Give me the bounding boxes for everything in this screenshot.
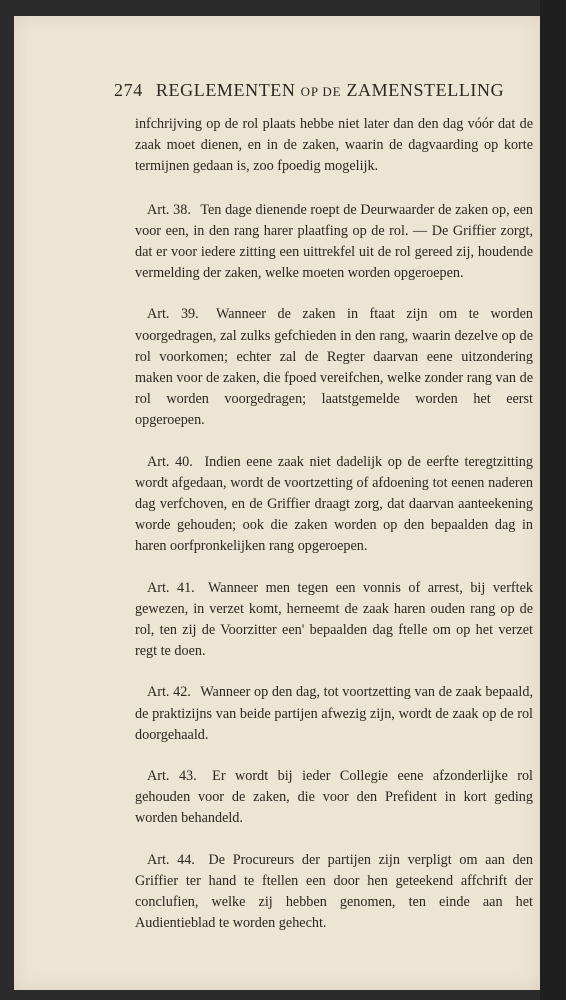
article-number: Art. 38. bbox=[147, 201, 191, 218]
page-number: 274 bbox=[114, 80, 143, 100]
title-part-3: ZAMENSTELLING bbox=[346, 80, 505, 100]
title-part-2: OP DE bbox=[300, 84, 342, 99]
article-text: Wanneer de zaken in ftaat zijn om te worden voorgedragen, zal zulks gefchieden in den rang, waarin dezelve op de rol voorkomen; echter zal de Regter daarvan eene uitzondering maken voor de zaken, die fpoed vereifchen, welke zonder rang van de rol worden voorgedragen; laatstgemelde worden het eerst opgeroepen. bbox=[135, 306, 533, 429]
article-42 bbox=[135, 682, 533, 746]
article-44 bbox=[135, 850, 533, 935]
title-part-1: REGLEMENTEN bbox=[155, 80, 296, 100]
article-number: Art. 39. bbox=[147, 306, 199, 323]
running-head bbox=[114, 80, 534, 101]
article-text: Wanneer men tegen een vonnis of arrest, bij verftek gewezen, in verzet komt, herneemt de zaak haren ouden rang op de rol, ten zij de Voorzitter een' bepaalden dag ftelle om op het verzet regt te doen. bbox=[135, 579, 533, 660]
article-text: De Procureurs der partijen zijn verpligt om aan den Griffier ter hand te ftellen een door hen geteekend affchrift der conclufien, welke zij hebben genomen, ten einde aan het Audientieblad te worden gehecht. bbox=[135, 851, 533, 932]
article-number: Art. 42. bbox=[147, 684, 191, 701]
body-text bbox=[135, 114, 533, 955]
article-43 bbox=[135, 766, 533, 830]
article-41 bbox=[135, 578, 533, 663]
article-number: Art. 43. bbox=[147, 768, 197, 785]
article-38 bbox=[135, 200, 533, 285]
article-text: Wanneer op den dag, tot voortzetting van de zaak bepaald, de praktizijns van beide partijen afwezig zijn, wordt de zaak op de rol doorgehaald. bbox=[135, 684, 533, 743]
article-39 bbox=[135, 304, 533, 431]
article-text: Indien eene zaak niet dadelijk op de eerfte teregtzitting wordt afgedaan, wordt de voortzetting of afdoening tot eenen naderen dag verfchoven, en de Griffier draagt zorg, dat daarvan aanteekening worde gehouden; ook die zaken worden op den bepaalden dag in haren oorfpronkelijken rang opgeroepen. bbox=[135, 453, 533, 555]
paragraph-text: infchrijving op de rol plaats hebbe niet later dan den dag vóór dat de zaak moet dienen, en in de zaken, waarin de dagvaarding op korte termijnen gedaan is, zoo fpoedig mogelijk. bbox=[135, 116, 533, 175]
article-text: Er wordt bij ieder Collegie eene afzonderlijke rol gehouden voor de zaken, die voor den Prefident in kort geding worden behandeld. bbox=[135, 768, 534, 827]
article-text: Ten dage dienende roept de Deurwaarder de zaken op, een voor een, in den rang harer plaatfing op de rol. — De Griffier zorgt, dat er voor iedere zitting een uittrekfel uit de rol gereed zij, houdende vermelding der zaken, welke moeten worden opgeroepen. bbox=[135, 201, 534, 282]
page-edge bbox=[540, 0, 566, 1000]
article-number: Art. 41. bbox=[147, 579, 195, 596]
paragraph-continuation bbox=[135, 114, 533, 178]
article-number: Art. 40. bbox=[147, 453, 193, 470]
article-number: Art. 44. bbox=[147, 851, 195, 868]
top-border bbox=[0, 0, 566, 14]
article-40 bbox=[135, 452, 533, 558]
